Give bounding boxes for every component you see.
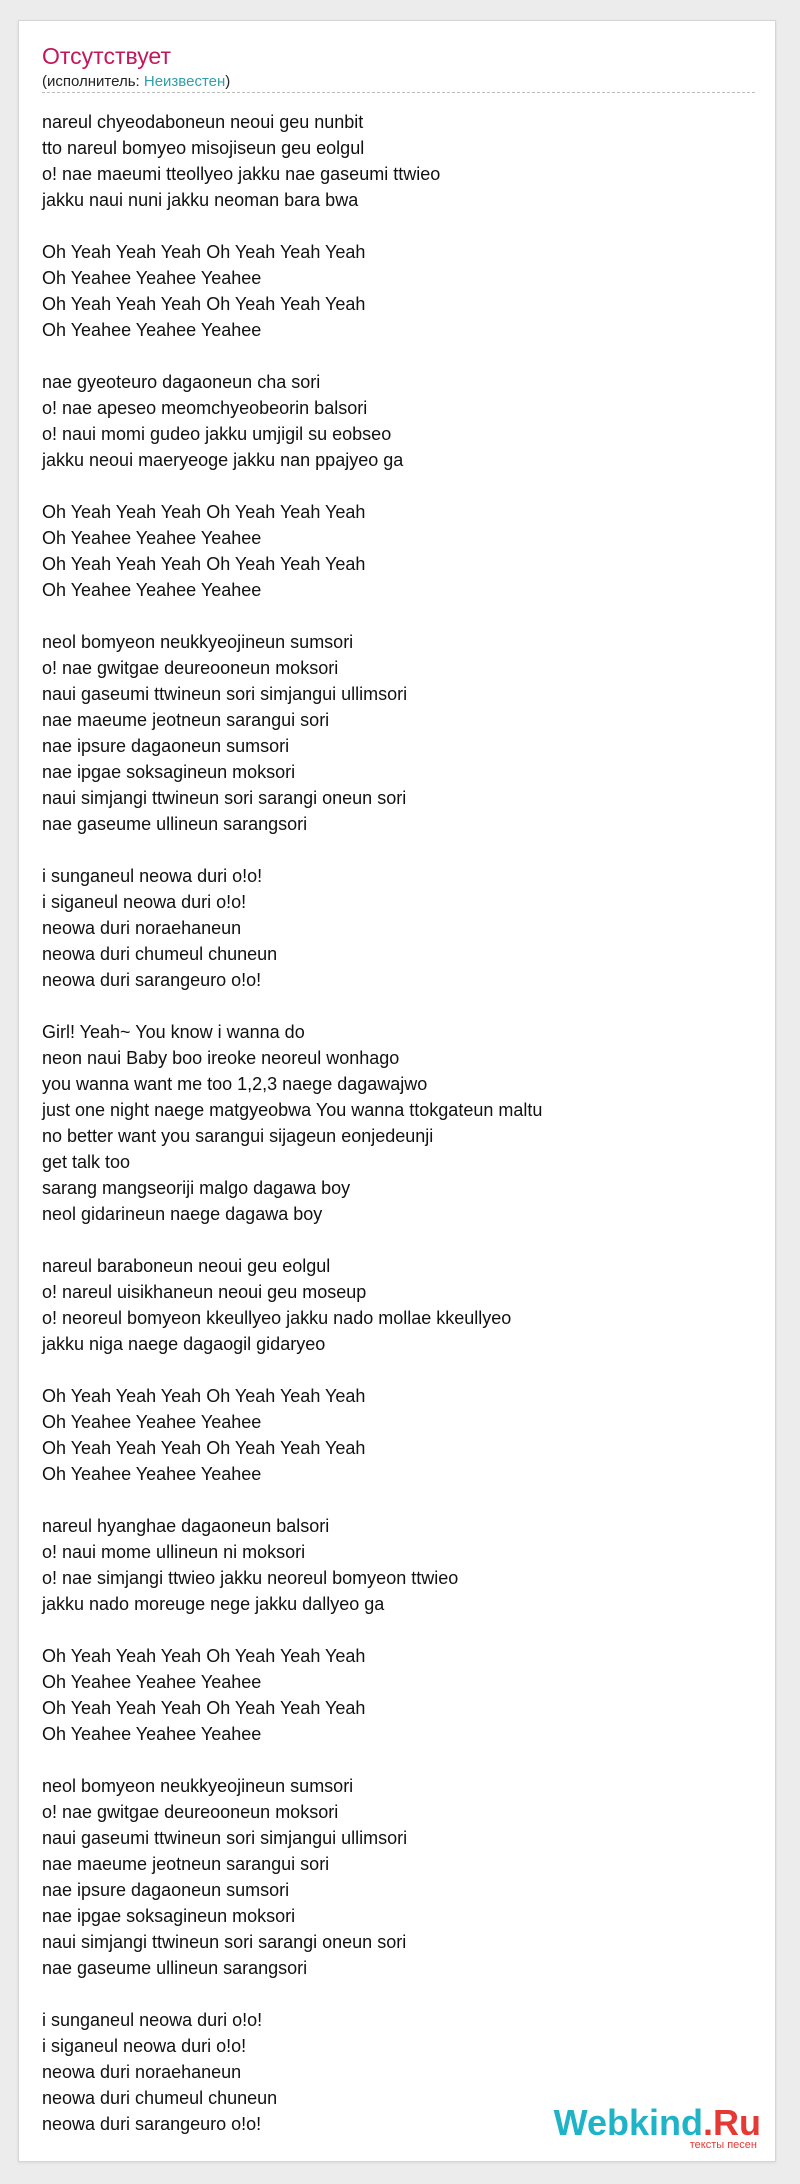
lyric-line: i siganeul neowa duri o!o!	[42, 2036, 247, 2056]
lyric-line: o! nae gwitgae deureooneun moksori	[42, 658, 339, 678]
lyrics-stanza	[42, 239, 742, 343]
lyric-line: jakku nado moreuge nege jakku dallyeo ga	[42, 1594, 385, 1614]
lyric-line: nareul chyeodaboneun neoui geu nunbit	[42, 112, 364, 132]
logo-name: Webkind	[553, 2102, 703, 2143]
lyric-line: Oh Yeahee Yeahee Yeahee	[42, 320, 262, 340]
lyrics-stanza	[42, 369, 742, 473]
lyric-line: nareul hyanghae dagaoneun balsori	[42, 1516, 330, 1536]
lyric-line: naui simjangi ttwineun sori sarangi oneun sori	[42, 1932, 407, 1952]
lyric-line: Girl! Yeah~ You know i wanna do	[42, 1022, 305, 1042]
lyric-line: Oh Yeah Yeah Yeah Oh Yeah Yeah Yeah	[42, 554, 366, 574]
lyric-line: nae ipsure dagaoneun sumsori	[42, 736, 290, 756]
lyric-line: Oh Yeahee Yeahee Yeahee	[42, 580, 262, 600]
lyric-line: o! nae gwitgae deureooneun moksori	[42, 1802, 339, 1822]
lyric-line: naui gaseumi ttwineun sori simjangui ullimsori	[42, 684, 408, 704]
lyric-line: o! nae apeseo meomchyeobeorin balsori	[42, 398, 368, 418]
lyrics-stanza	[42, 1383, 742, 1487]
lyric-line: jakku naui nuni jakku neoman bara bwa	[42, 190, 359, 210]
lyric-line: neowa duri chumeul chuneun	[42, 944, 278, 964]
lyric-line: Oh Yeah Yeah Yeah Oh Yeah Yeah Yeah	[42, 1698, 366, 1718]
lyric-line: nae maeume jeotneun sarangui sori	[42, 1854, 330, 1874]
lyric-line: no better want you sarangui sijageun eonjedeunji	[42, 1126, 434, 1146]
lyric-line: Oh Yeah Yeah Yeah Oh Yeah Yeah Yeah	[42, 502, 366, 522]
lyric-line: jakku niga naege dagaogil gidaryeo	[42, 1334, 326, 1354]
lyric-line: nae maeume jeotneun sarangui sori	[42, 710, 330, 730]
logo-tld: .Ru	[703, 2102, 761, 2143]
lyric-line: Oh Yeah Yeah Yeah Oh Yeah Yeah Yeah	[42, 242, 366, 262]
lyric-line: Oh Yeahee Yeahee Yeahee	[42, 1724, 262, 1744]
song-title: Отсутствует	[42, 43, 171, 69]
lyric-line: nareul baraboneun neoui geu eolgul	[42, 1256, 331, 1276]
lyric-line: o! naui mome ullineun ni moksori	[42, 1542, 306, 1562]
lyric-line: neon naui Baby boo ireoke neoreul wonhago	[42, 1048, 400, 1068]
lyric-line: neol gidarineun naege dagawa boy	[42, 1204, 323, 1224]
lyric-line: i sunganeul neowa duri o!o!	[42, 2010, 263, 2030]
header-divider	[42, 92, 755, 93]
lyric-line: neowa duri noraehaneun	[42, 2062, 242, 2082]
lyric-line: o! nareul uisikhaneun neoui geu moseup	[42, 1282, 367, 1302]
artist-line	[42, 74, 230, 89]
lyric-line: o! nae maeumi tteollyeo jakku nae gaseumi ttwieo	[42, 164, 441, 184]
lyric-line: nae gyeoteuro dagaoneun cha sori	[42, 372, 321, 392]
lyric-line: Oh Yeahee Yeahee Yeahee	[42, 1464, 262, 1484]
lyric-line: neowa duri chumeul chuneun	[42, 2088, 278, 2108]
lyric-line: i siganeul neowa duri o!o!	[42, 892, 247, 912]
lyric-line: Oh Yeahee Yeahee Yeahee	[42, 528, 262, 548]
lyrics-stanza	[42, 1773, 742, 1981]
lyric-line: neol bomyeon neukkyeojineun sumsori	[42, 1776, 354, 1796]
lyric-line: Oh Yeah Yeah Yeah Oh Yeah Yeah Yeah	[42, 294, 366, 314]
lyric-line: get talk too	[42, 1152, 131, 1172]
lyric-line: Oh Yeah Yeah Yeah Oh Yeah Yeah Yeah	[42, 1646, 366, 1666]
lyrics-stanza	[42, 629, 742, 837]
lyric-line: neowa duri noraehaneun	[42, 918, 242, 938]
lyric-line: jakku neoui maeryeoge jakku nan ppajyeo ga	[42, 450, 404, 470]
lyric-line: Oh Yeahee Yeahee Yeahee	[42, 268, 262, 288]
lyric-line: o! naui momi gudeo jakku umjigil su eobseo	[42, 424, 392, 444]
artist-prefix: (исполнитель:	[42, 73, 144, 90]
lyric-line: nae ipsure dagaoneun sumsori	[42, 1880, 290, 1900]
lyric-line: neowa duri sarangeuro o!o!	[42, 2114, 262, 2134]
lyrics-body	[42, 109, 742, 2163]
lyrics-card	[18, 20, 776, 2162]
lyric-line: just one night naege matgyeobwa You wanna ttokgateun maltu	[42, 1100, 543, 1120]
lyric-line: nae gaseume ullineun sarangsori	[42, 814, 308, 834]
lyric-line: nae gaseume ullineun sarangsori	[42, 1958, 308, 1978]
lyric-line: Oh Yeahee Yeahee Yeahee	[42, 1412, 262, 1432]
logo-tagline: тексты песен	[689, 2139, 757, 2151]
lyric-line: tto nareul bomyeo misojiseun geu eolgul	[42, 138, 365, 158]
lyrics-stanza	[42, 1513, 742, 1617]
artist-link[interactable]: Неизвестен	[143, 73, 226, 90]
lyric-line: nae ipgae soksagineun moksori	[42, 1906, 296, 1926]
logo-wordmark	[553, 2102, 761, 2143]
lyrics-stanza	[42, 863, 742, 993]
lyric-line: Oh Yeah Yeah Yeah Oh Yeah Yeah Yeah	[42, 1438, 366, 1458]
lyric-line: you wanna want me too 1,2,3 naege dagawajwo	[42, 1074, 428, 1094]
artist-suffix: )	[225, 73, 231, 90]
lyrics-stanza	[42, 1643, 742, 1747]
lyrics-stanza	[42, 1253, 742, 1357]
lyric-line: neowa duri sarangeuro o!o!	[42, 970, 262, 990]
lyric-line: i sunganeul neowa duri o!o!	[42, 866, 263, 886]
lyric-line: o! nae simjangi ttwieo jakku neoreul bomyeon ttwieo	[42, 1568, 459, 1588]
lyric-line: o! neoreul bomyeon kkeullyeo jakku nado mollae kkeullyeo	[42, 1308, 512, 1328]
lyric-line: Oh Yeahee Yeahee Yeahee	[42, 1672, 262, 1692]
lyric-line: nae ipgae soksagineun moksori	[42, 762, 296, 782]
site-logo[interactable]	[553, 2102, 761, 2151]
lyric-line: Oh Yeah Yeah Yeah Oh Yeah Yeah Yeah	[42, 1386, 366, 1406]
lyrics-stanza	[42, 499, 742, 603]
lyric-line: neol bomyeon neukkyeojineun sumsori	[42, 632, 354, 652]
lyric-line: naui gaseumi ttwineun sori simjangui ullimsori	[42, 1828, 408, 1848]
lyric-line: naui simjangi ttwineun sori sarangi oneun sori	[42, 788, 407, 808]
lyrics-stanza	[42, 1019, 742, 1227]
lyric-line: sarang mangseoriji malgo dagawa boy	[42, 1178, 351, 1198]
lyrics-stanza	[42, 109, 742, 213]
